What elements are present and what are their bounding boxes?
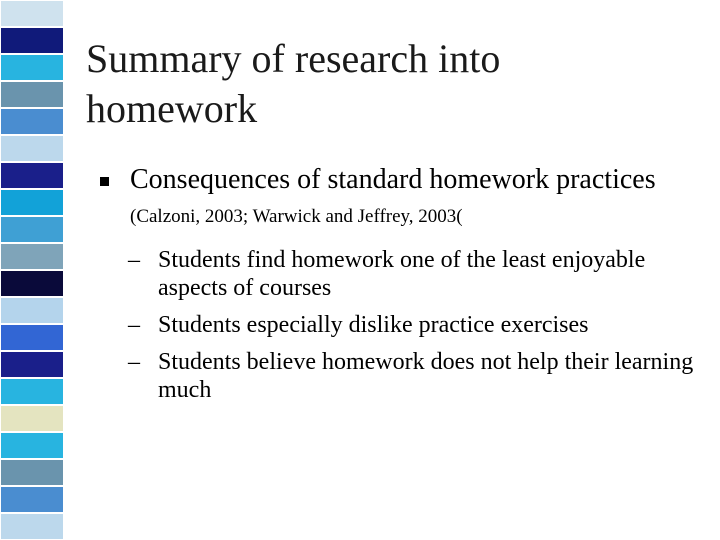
stripe-block (0, 297, 64, 324)
decorative-stripe (0, 0, 64, 540)
main-bullet-citation: (Calzoni, 2003; Warwick and Jeffrey, 2003( (130, 206, 463, 227)
stripe-block (0, 324, 64, 351)
slide-title (86, 34, 706, 134)
dash-icon: – (128, 247, 140, 273)
square-bullet-icon (100, 177, 109, 186)
main-bullet-text (130, 163, 690, 234)
stripe-block (0, 189, 64, 216)
sub-bullet-item (128, 311, 708, 339)
stripe-block (0, 162, 64, 189)
stripe-block (0, 81, 64, 108)
dash-icon: – (128, 349, 140, 375)
stripe-block (0, 432, 64, 459)
sub-bullet-item (128, 246, 708, 302)
stripe-block (0, 270, 64, 297)
sub-bullet-text: Students find homework one of the least enjoyable aspects of courses (158, 247, 646, 301)
stripe-block (0, 27, 64, 54)
stripe-block (0, 486, 64, 513)
stripe-block (0, 54, 64, 81)
slide-title-line-2: homework (86, 86, 258, 131)
stripe-block (0, 243, 64, 270)
stripe-block (0, 216, 64, 243)
stripe-block (0, 459, 64, 486)
sub-bullet-text: Students especially dislike practice exercises (158, 312, 589, 338)
stripe-block (0, 513, 64, 540)
stripe-block (0, 405, 64, 432)
stripe-block (0, 108, 64, 135)
dash-icon: – (128, 312, 140, 338)
stripe-block (0, 0, 64, 27)
stripe-block (0, 378, 64, 405)
stripe-block (0, 135, 64, 162)
stripe-block (0, 351, 64, 378)
slide-title-line-1: Summary of research into (86, 36, 501, 81)
sub-bullet-list (128, 246, 708, 413)
sub-bullet-item (128, 348, 708, 404)
main-bullet-label: Consequences of standard homework practices (130, 164, 656, 195)
sub-bullet-text: Students believe homework does not help their learning much (158, 349, 694, 403)
